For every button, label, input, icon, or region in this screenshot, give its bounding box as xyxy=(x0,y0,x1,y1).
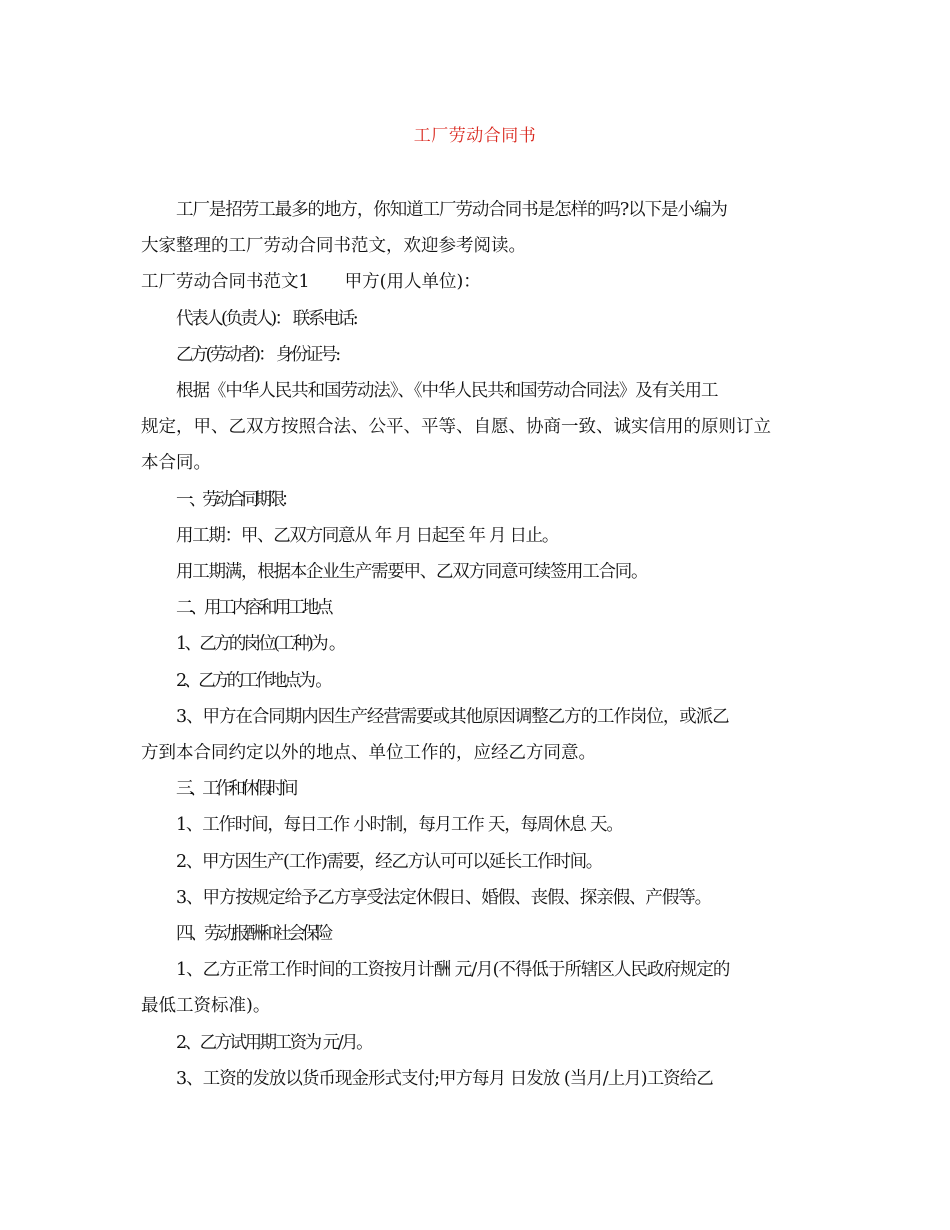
paragraph xyxy=(141,1025,813,1061)
paragraph-line: 方到本合同约定以外的地点、单位工作的，应经乙方同意。 xyxy=(141,743,596,764)
paragraph-line: 乙方(劳动者)： 身份证号: xyxy=(176,344,339,365)
paragraph-line: 1、工作时间，每日工作 小时制，每月工作 天，每周休息 天。 xyxy=(176,815,623,836)
paragraph-line: 3、工资的发放以货币现金形式支付;甲方每月 日发放 (当月/上月)工资给乙 xyxy=(176,1068,713,1089)
paragraph xyxy=(141,844,813,880)
paragraph xyxy=(141,916,813,952)
paragraph-line: 用工期：甲、乙双方同意从 年 月 日起至 年 月 日止。 xyxy=(176,525,559,546)
paragraph-line: 最低工资标准)。 xyxy=(141,996,271,1017)
paragraph xyxy=(141,554,813,590)
paragraph xyxy=(141,771,813,807)
paragraph-line: 本合同。 xyxy=(141,453,211,474)
paragraph-line: 二、用工内容和用工地点 xyxy=(176,598,330,619)
paragraph-line: 用工期满，根据本企业生产需要甲、乙双方同意可续签用工合同。 xyxy=(176,562,648,583)
paragraph-line: 大家整理的工厂劳动合同书范文，欢迎参考阅读。 xyxy=(141,236,526,257)
paragraph-line: 1、乙方正常工作时间的工资按月计酬 元/月(不得低于所辖区人民政府规定的 xyxy=(176,960,730,981)
paragraph xyxy=(141,1061,813,1097)
paragraph-line: 2、甲方因生产(工作)需要，经乙方认可可以延长工作时间。 xyxy=(176,851,602,872)
paragraph xyxy=(141,663,813,699)
paragraph-line: 1、乙方的岗位(工种)为 。 xyxy=(176,634,344,655)
paragraph-line: 三、工作和休假时间 xyxy=(176,779,295,800)
paragraph-line: 一、劳动合同期限： xyxy=(176,489,295,510)
paragraph xyxy=(141,699,813,771)
paragraph-line: 3、甲方在合同期内因生产经营需要或其他原因调整乙方的工作岗位，或派乙 xyxy=(176,706,729,727)
paragraph xyxy=(141,192,813,264)
paragraph-line: 代表人(负责人)： 联系电话: xyxy=(176,308,357,329)
paragraph-line: 根据《中华人民共和国劳动法》、《中华人民共和国劳动合同法》及有关用工 xyxy=(176,381,718,402)
paragraph xyxy=(141,807,813,843)
paragraph xyxy=(141,590,813,626)
paragraph xyxy=(141,301,813,337)
paragraph xyxy=(141,337,813,373)
paragraph xyxy=(141,264,813,300)
paragraph-line: 工厂劳动合同书范文1 甲方(用人单位)： xyxy=(141,272,481,293)
paragraph xyxy=(141,880,813,916)
paragraph-line: 2、乙方试用期工资为 元/月。 xyxy=(176,1032,372,1053)
paragraph-line: 规定，甲、乙双方按照合法、公平、平等、自愿、协商一致、诚实信用的原则订立 xyxy=(141,417,771,438)
paragraph-line: 工厂是招劳工最多的地方，你知道工厂劳动合同书是怎样的吗?以下是小编为 xyxy=(176,200,727,220)
document-body xyxy=(141,192,813,1097)
paragraph-line: 3、甲方按规定给予乙方享受法定休假日、婚假、丧假、探亲假、产假等。 xyxy=(176,887,712,908)
paragraph xyxy=(141,373,813,482)
paragraph xyxy=(141,482,813,518)
paragraph-line: 2、乙方的工作地点为 。 xyxy=(176,670,330,691)
paragraph-line: 四、劳动报酬和社会保险 xyxy=(176,924,330,945)
paragraph xyxy=(141,518,813,554)
document-title: 工厂劳动合同书 xyxy=(413,126,537,146)
paragraph xyxy=(141,952,813,1024)
paragraph xyxy=(141,626,813,662)
